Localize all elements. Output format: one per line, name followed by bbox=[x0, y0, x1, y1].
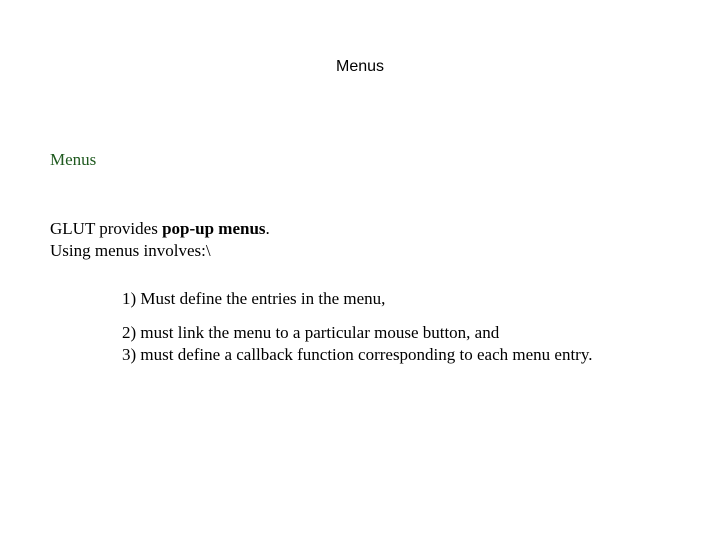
step-item-1: 1) Must define the entries in the menu, bbox=[122, 289, 386, 308]
intro-line-1-suffix: . bbox=[265, 219, 270, 238]
steps-list bbox=[122, 288, 592, 366]
step-item-2: 2) must link the menu to a particular mouse button, and bbox=[122, 323, 500, 342]
intro-line-1-prefix: GLUT provides bbox=[50, 219, 163, 238]
intro-text bbox=[50, 218, 270, 262]
page-title: Menus bbox=[335, 58, 385, 75]
intro-line-2: Using menus involves:\ bbox=[50, 241, 211, 260]
slide-heading: Menus bbox=[50, 150, 97, 169]
step-item-3: 3) must define a callback function corresponding to each menu entry. bbox=[122, 345, 593, 364]
intro-line-1 bbox=[50, 218, 270, 240]
intro-line-1-bold: pop-up menus bbox=[162, 219, 266, 238]
